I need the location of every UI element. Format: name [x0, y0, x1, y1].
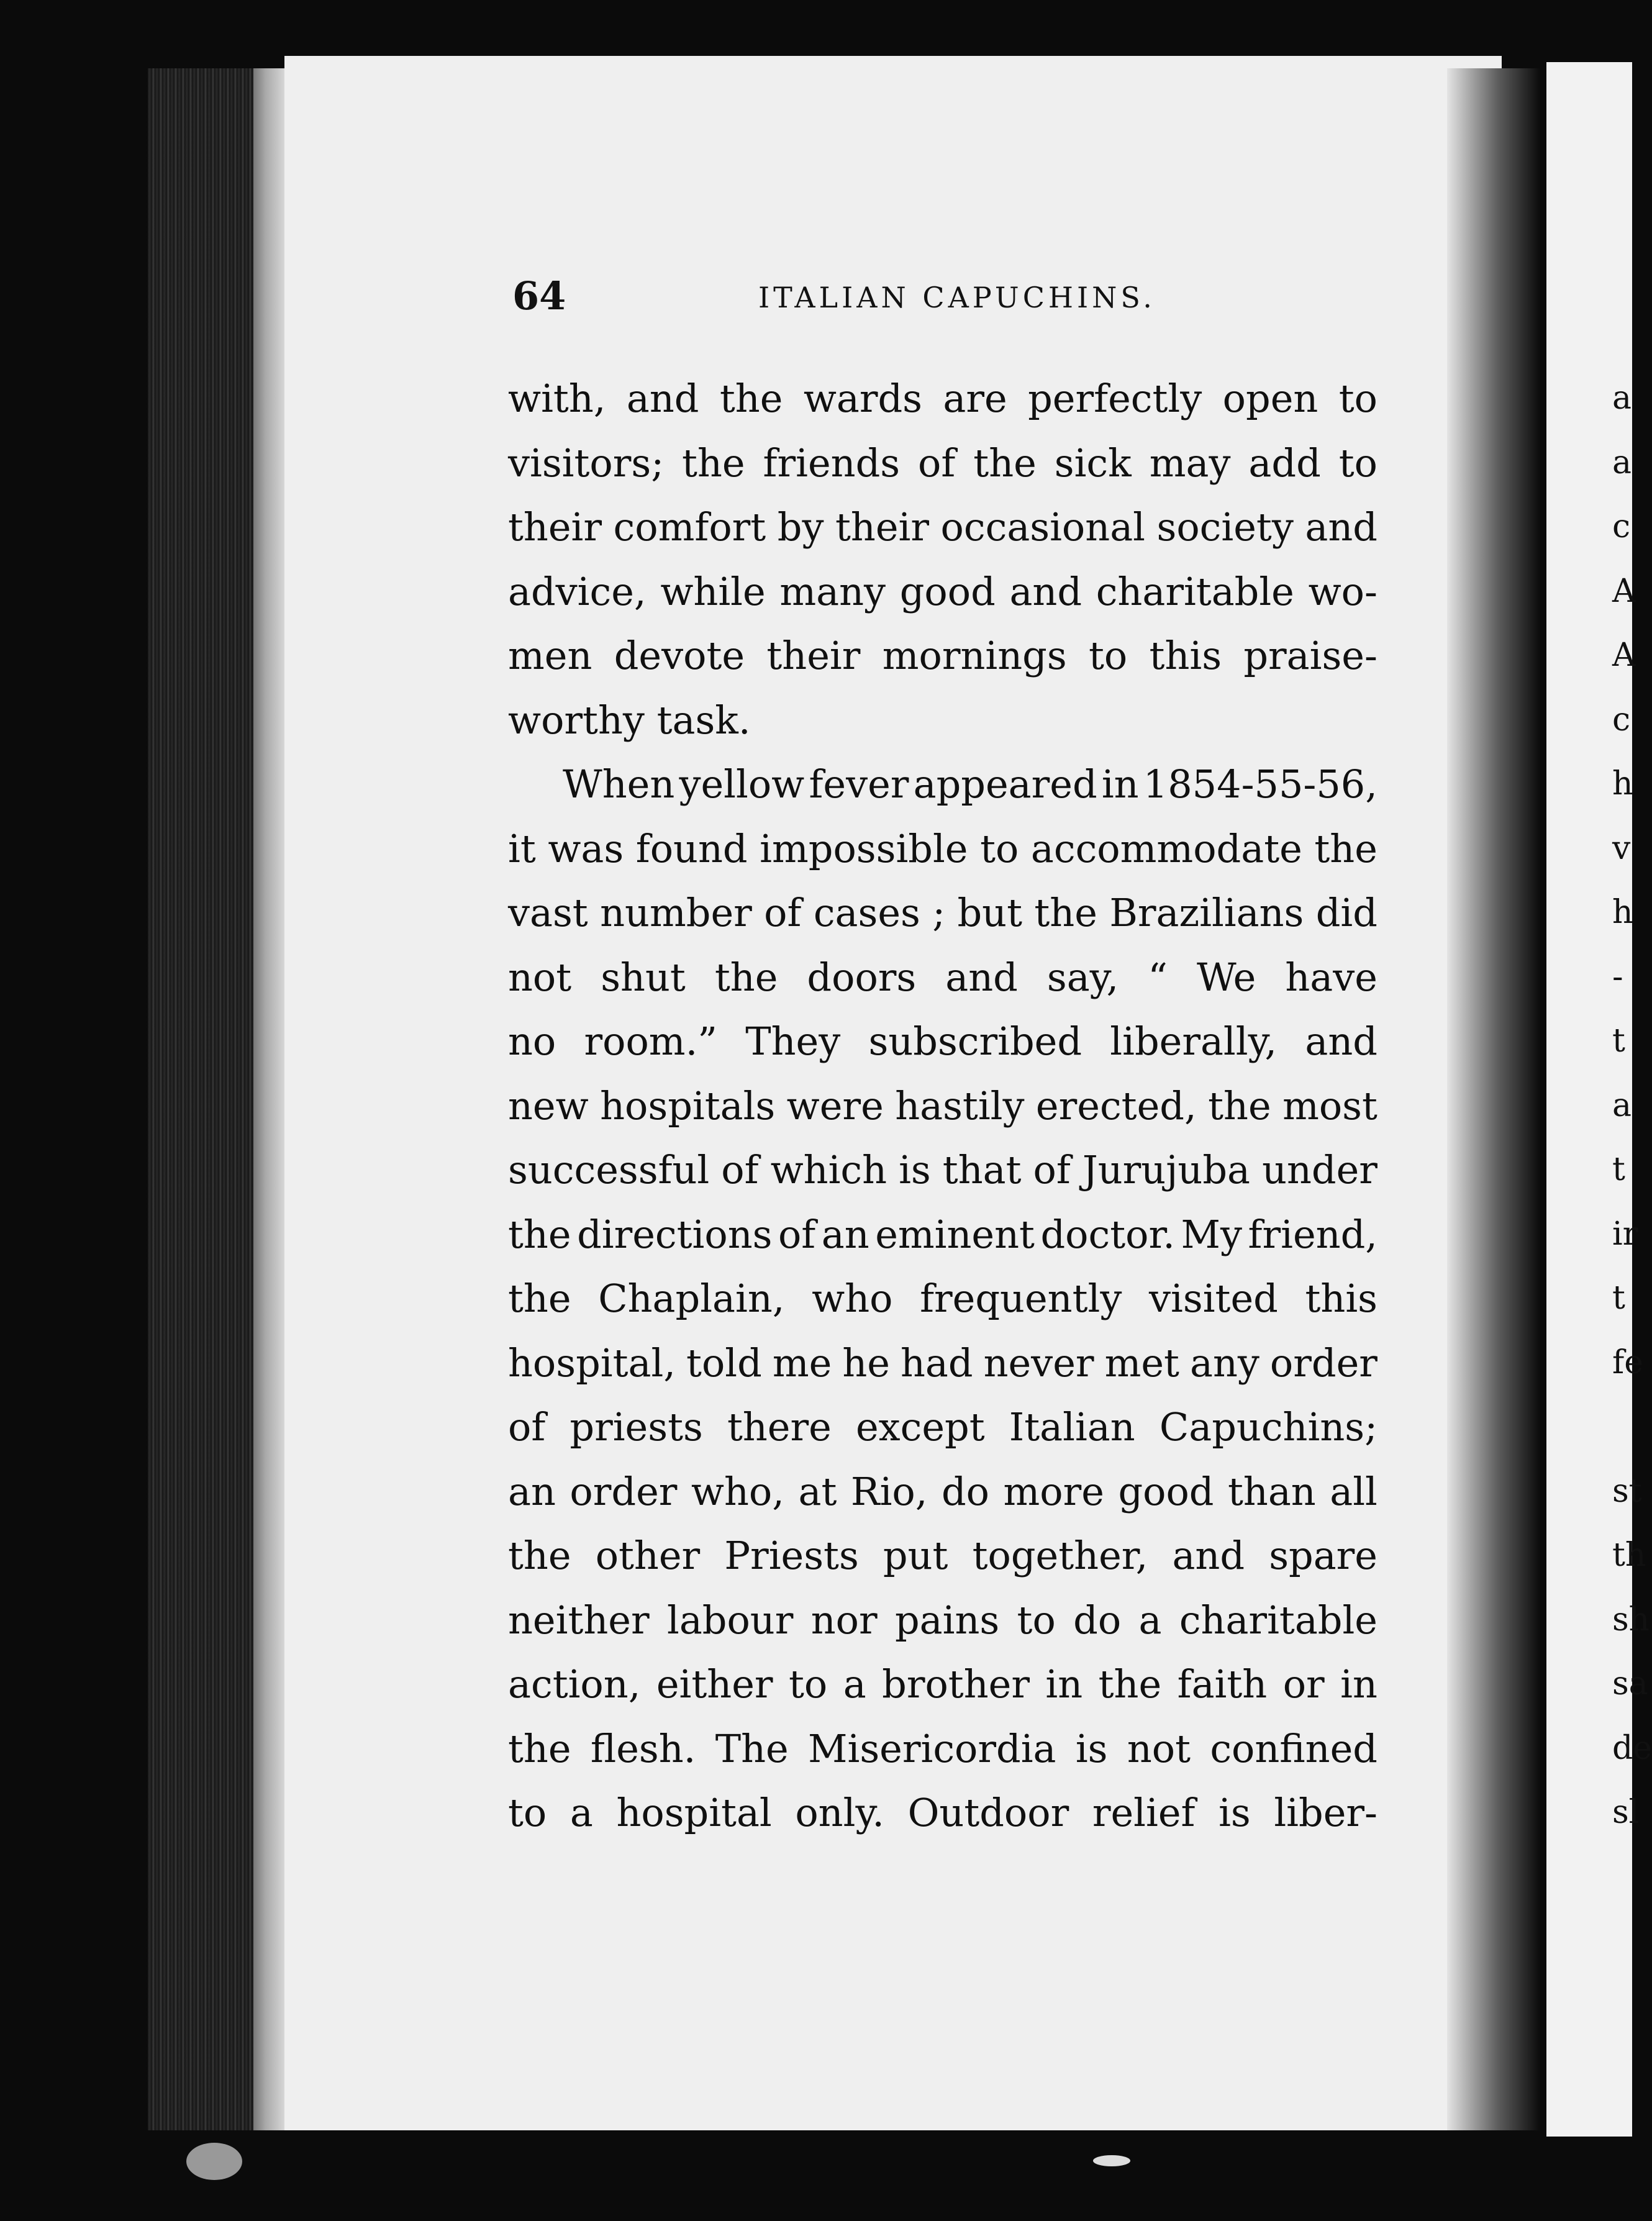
running-head: [512, 273, 1382, 329]
word: perfectly: [1028, 376, 1202, 421]
word: visitors;: [508, 440, 665, 486]
word: order: [1269, 1340, 1377, 1386]
word: room.”: [584, 1019, 718, 1064]
word: Misericordia: [808, 1725, 1056, 1771]
text-line: [508, 881, 1377, 945]
word: and: [1305, 504, 1377, 550]
text-line: [508, 1138, 1377, 1202]
word: the: [508, 1211, 571, 1257]
word: They: [745, 1019, 841, 1064]
word: except: [855, 1404, 985, 1450]
word: together,: [972, 1533, 1148, 1578]
word: are: [943, 376, 1007, 421]
word: or: [1282, 1661, 1325, 1707]
word: all: [1330, 1468, 1377, 1514]
word: 1854-55-56,: [1143, 761, 1377, 807]
word: any: [1189, 1340, 1259, 1386]
word: brother: [882, 1661, 1030, 1707]
word: other: [595, 1533, 701, 1578]
word: the: [719, 376, 783, 421]
word: When: [563, 761, 675, 807]
paragraph: [508, 752, 1377, 1845]
word: either: [656, 1661, 773, 1707]
word: the: [508, 1725, 571, 1771]
word: relief: [1092, 1790, 1196, 1835]
word: most: [1282, 1083, 1377, 1129]
word: their: [835, 504, 930, 550]
word: frequently: [920, 1276, 1122, 1321]
word: of: [778, 1211, 816, 1257]
scan-speck: [1093, 2155, 1130, 2166]
word: the: [1208, 1083, 1271, 1129]
word: the: [682, 440, 745, 486]
word: liber-: [1274, 1790, 1377, 1835]
word: devote: [614, 633, 745, 678]
word: men: [508, 633, 592, 678]
running-title: ITALIAN CAPUCHINS.: [758, 281, 1156, 314]
word: friend,: [1248, 1211, 1377, 1257]
text-line: [508, 1331, 1377, 1396]
word: and: [626, 376, 699, 421]
word: and: [1009, 568, 1082, 614]
word: than: [1228, 1468, 1316, 1514]
word: by: [777, 504, 824, 550]
word: hastily: [895, 1083, 1025, 1129]
word: eminent: [875, 1211, 1035, 1257]
word: nor: [810, 1597, 878, 1643]
word: cases: [813, 890, 920, 935]
word: Jurujuba: [1082, 1147, 1251, 1192]
word: friends: [763, 440, 901, 486]
word: pains: [894, 1597, 1000, 1643]
word: a: [1138, 1597, 1162, 1643]
word: in: [1045, 1661, 1083, 1707]
word: Capuchins;: [1159, 1404, 1377, 1450]
word: while: [660, 568, 766, 614]
text-line: [508, 1009, 1377, 1074]
word: appeared: [913, 761, 1097, 807]
word: but: [957, 890, 1023, 935]
text-line: [508, 366, 1377, 431]
text-line: [508, 1460, 1377, 1524]
word: of: [508, 1404, 546, 1450]
word: did: [1315, 890, 1377, 935]
text-line: [508, 817, 1377, 881]
word: society: [1156, 504, 1294, 550]
text-line: [508, 431, 1377, 496]
word: the: [508, 1276, 571, 1321]
word: of: [764, 890, 802, 935]
word: not: [508, 954, 572, 1000]
word: successful: [508, 1147, 710, 1192]
paragraph: [508, 366, 1377, 752]
word: at: [798, 1468, 837, 1514]
word: this: [1305, 1276, 1377, 1321]
word: the: [973, 440, 1037, 486]
word: add: [1248, 440, 1321, 486]
word: never: [983, 1340, 1094, 1386]
word: occasional: [940, 504, 1145, 550]
word: not: [1127, 1725, 1191, 1771]
word: put: [883, 1533, 948, 1578]
word: in: [1101, 761, 1139, 807]
word: doctor.: [1040, 1211, 1175, 1257]
word: doors: [807, 954, 917, 1000]
text-line: [508, 1266, 1377, 1331]
page-edge: [253, 68, 284, 2130]
word: spare: [1269, 1533, 1377, 1578]
word: the: [714, 954, 778, 1000]
page-number: 64: [512, 273, 566, 319]
word: praise-: [1243, 633, 1377, 678]
word: is: [899, 1147, 931, 1192]
scan-speck: [186, 2143, 242, 2180]
word: who,: [691, 1468, 784, 1514]
word: hospital,: [508, 1340, 676, 1386]
word: no: [508, 1019, 556, 1064]
word: hospital: [616, 1790, 772, 1835]
word: Rio,: [850, 1468, 928, 1514]
facing-page-letters: a a c A A c h v h - t a t ir t fe st th sh sa de sl: [1612, 379, 1652, 1831]
word: more: [1003, 1468, 1104, 1514]
word: hospitals: [600, 1083, 776, 1129]
word: which: [770, 1147, 887, 1192]
word: to: [789, 1661, 828, 1707]
word: fever: [809, 761, 909, 807]
word: was: [548, 825, 624, 871]
word: My: [1181, 1211, 1243, 1257]
word: confined: [1210, 1725, 1377, 1771]
text-line: [508, 752, 1377, 817]
text-line: [508, 1202, 1377, 1267]
word: Italian: [1009, 1404, 1135, 1450]
word: neither: [508, 1597, 650, 1643]
word: me: [772, 1340, 832, 1386]
word: labour: [666, 1597, 794, 1643]
word: impossible: [760, 825, 968, 871]
word: many: [779, 568, 886, 614]
word: The: [715, 1725, 789, 1771]
word: directions: [577, 1211, 773, 1257]
word: Brazilians: [1109, 890, 1304, 935]
word: there: [727, 1404, 832, 1450]
word: charitable: [1179, 1597, 1377, 1643]
word: with,: [508, 376, 606, 421]
text-line: [508, 1074, 1377, 1138]
word: say,: [1046, 954, 1119, 1000]
word: wo-: [1308, 568, 1377, 614]
text-line: [508, 1395, 1377, 1460]
word: Chaplain,: [598, 1276, 785, 1321]
word: it: [508, 825, 536, 871]
word: to: [1338, 440, 1377, 486]
word: comfort: [613, 504, 766, 550]
word: ;: [932, 890, 946, 935]
word: good: [1118, 1468, 1214, 1514]
word: action,: [508, 1661, 641, 1707]
word: of: [918, 440, 956, 486]
word: and: [1305, 1019, 1377, 1064]
word: had: [900, 1340, 973, 1386]
word: were: [786, 1083, 884, 1129]
word: vast: [508, 890, 588, 935]
word: the: [1098, 1661, 1162, 1707]
text-line: [508, 1588, 1377, 1653]
gutter-shadow: [1447, 68, 1540, 2130]
word: Outdoor: [907, 1790, 1069, 1835]
word: have: [1285, 954, 1377, 1000]
word: to: [508, 1790, 547, 1835]
word: he: [842, 1340, 890, 1386]
word: an: [508, 1468, 556, 1514]
text-line: worthy task.: [508, 697, 751, 743]
word: do: [1073, 1597, 1122, 1643]
word: wards: [803, 376, 922, 421]
word: shut: [601, 954, 686, 1000]
word: found: [635, 825, 748, 871]
word: of: [1033, 1147, 1071, 1192]
text-line: [508, 1781, 1377, 1845]
word: is: [1219, 1790, 1251, 1835]
text-line: [508, 1717, 1377, 1781]
word: number: [600, 890, 752, 935]
word: subscribed: [868, 1019, 1082, 1064]
word: yellow: [679, 761, 805, 807]
text-line: [508, 1524, 1377, 1588]
word: is: [1075, 1725, 1108, 1771]
word: to: [980, 825, 1019, 871]
word: to: [1017, 1597, 1056, 1643]
word: may: [1149, 440, 1231, 486]
word: that: [942, 1147, 1022, 1192]
word: of: [721, 1147, 759, 1192]
text-line: [508, 624, 1377, 688]
word: good: [899, 568, 996, 614]
word: an: [821, 1211, 869, 1257]
word: “: [1148, 954, 1168, 1000]
word: a: [843, 1661, 866, 1707]
text-line: [508, 495, 1377, 560]
word: faith: [1177, 1661, 1268, 1707]
word: under: [1262, 1147, 1377, 1192]
text-line: [508, 945, 1377, 1010]
word: and: [945, 954, 1018, 1000]
word: this: [1149, 633, 1222, 678]
word: the: [508, 1533, 571, 1578]
word: a: [570, 1790, 593, 1835]
word: liberally,: [1110, 1019, 1278, 1064]
text-line: [508, 1652, 1377, 1717]
word: to: [1338, 376, 1377, 421]
word: order: [570, 1468, 678, 1514]
word: to: [1088, 633, 1128, 678]
word: in: [1340, 1661, 1377, 1707]
word: Priests: [724, 1533, 859, 1578]
word: visited: [1149, 1276, 1278, 1321]
text-line: [508, 560, 1377, 624]
word: sick: [1054, 440, 1132, 486]
word: only.: [795, 1790, 884, 1835]
word: mornings: [882, 633, 1067, 678]
word: the: [1034, 890, 1097, 935]
word: new: [508, 1083, 589, 1129]
word: their: [508, 504, 602, 550]
word: priests: [570, 1404, 703, 1450]
word: advice,: [508, 568, 647, 614]
word: erected,: [1035, 1083, 1197, 1129]
word: charitable: [1096, 568, 1294, 614]
word: do: [941, 1468, 989, 1514]
word: who: [812, 1276, 893, 1321]
word: met: [1104, 1340, 1179, 1386]
word: the: [1314, 825, 1377, 871]
word: their: [766, 633, 861, 678]
word: and: [1172, 1533, 1245, 1578]
word: accommodate: [1030, 825, 1302, 871]
body-text: [508, 366, 1377, 1845]
word: told: [686, 1340, 762, 1386]
word: We: [1196, 954, 1256, 1000]
word: open: [1222, 376, 1318, 421]
word: flesh.: [590, 1725, 696, 1771]
